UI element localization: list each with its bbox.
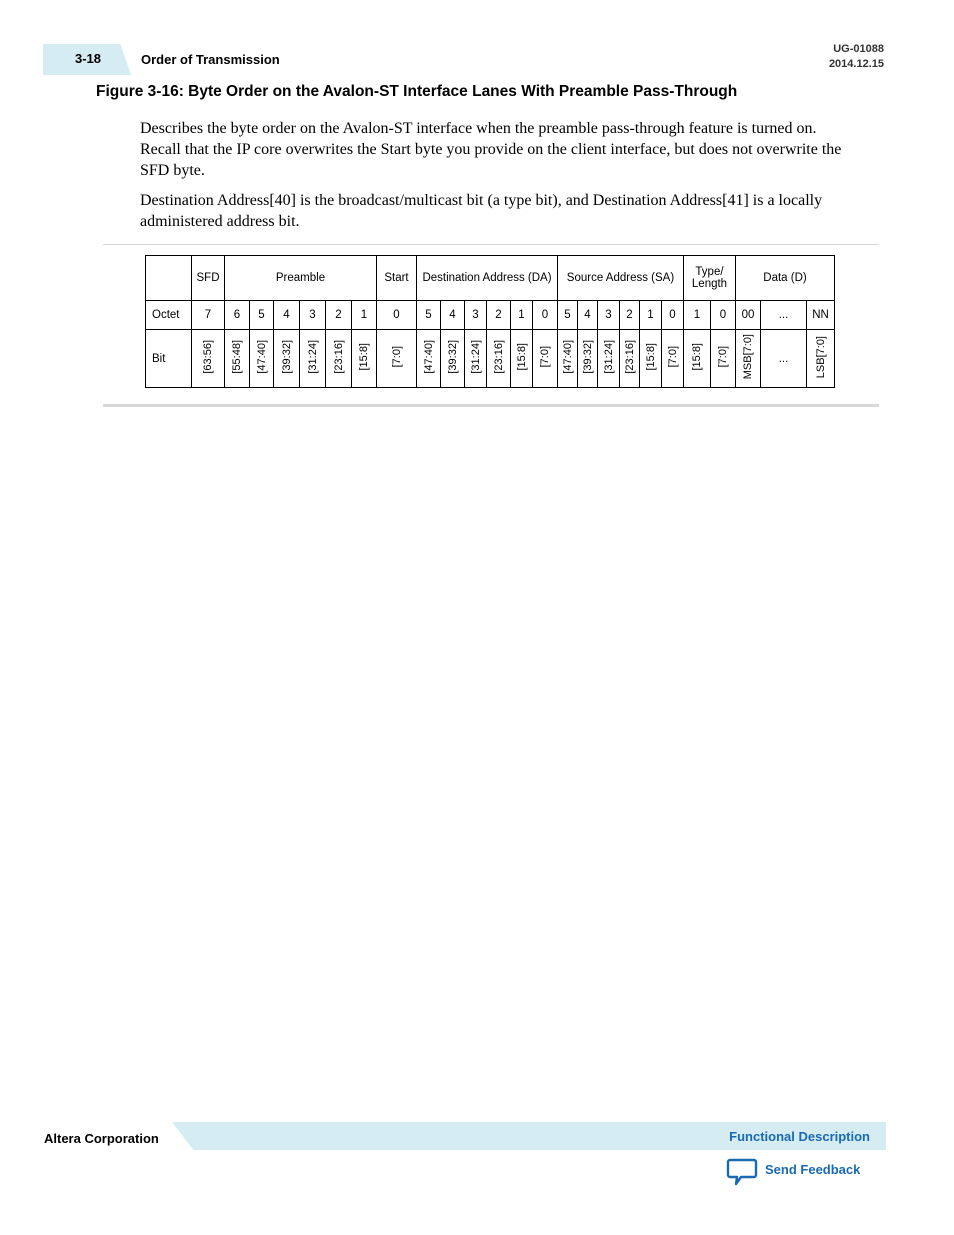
octet-cell: 2 <box>487 301 511 330</box>
bit-cell <box>326 330 352 388</box>
paragraph-description: Describes the byte order on the Avalon-ST interface when the preamble pass-through feature is turned on. Recall that the IP core overwrites the Start byte you provide on the client interface, but does not overwrite the SFD byte. <box>140 120 842 179</box>
footer-company: Altera Corporation <box>44 1131 159 1146</box>
octet-cell: 00 <box>736 301 761 330</box>
bit-cell <box>684 330 711 388</box>
bit-cell <box>533 330 558 388</box>
bit-cell <box>578 330 598 388</box>
bit-range-label: [23:16] <box>492 340 505 374</box>
bit-cell <box>377 330 417 388</box>
bit-range-label: [39:32] <box>581 340 594 374</box>
octet-cell: 2 <box>620 301 640 330</box>
bit-cell <box>711 330 736 388</box>
bit-range-label: [31:24] <box>602 340 615 374</box>
bit-cell <box>558 330 578 388</box>
bit-range-label: [63:56] <box>202 340 214 374</box>
bit-range-label: [7:0] <box>539 346 551 368</box>
bit-range-label: [7:0] <box>666 346 679 368</box>
octet-cell: 0 <box>662 301 684 330</box>
bit-cell <box>620 330 640 388</box>
table-group-header: Type/ Length <box>684 256 736 301</box>
bit-range-label: [23:16] <box>332 340 345 374</box>
table-group-header: Destination Address (DA) <box>417 256 558 301</box>
bit-range-label: [47:40] <box>561 340 574 374</box>
octet-cell: 5 <box>250 301 274 330</box>
octet-cell: 1 <box>640 301 662 330</box>
bit-range-label: [31:24] <box>469 340 482 374</box>
footer-chapter-link[interactable]: Functional Description <box>729 1129 870 1144</box>
table-group-header: Source Address (SA) <box>558 256 684 301</box>
section-title: Order of Transmission <box>141 52 280 67</box>
bit-range-label: [31:24] <box>306 340 319 374</box>
octet-cell: 5 <box>417 301 441 330</box>
octet-cell: ... <box>761 301 807 330</box>
table-group-header: Data (D) <box>736 256 835 301</box>
bit-cell <box>274 330 300 388</box>
bit-cell <box>640 330 662 388</box>
octet-cell: 4 <box>578 301 598 330</box>
bit-cell <box>352 330 377 388</box>
bit-range-label: [39:32] <box>280 340 293 374</box>
figure-title: Figure 3-16: Byte Order on the Avalon-ST Interface Lanes With Preamble Pass-Through <box>96 83 738 100</box>
bit-range-label: [15:8] <box>515 343 528 371</box>
figure-top-rule <box>103 244 879 245</box>
table-header-row <box>146 256 835 301</box>
document-id: UG-01088 <box>833 43 884 55</box>
bit-cell <box>807 330 835 388</box>
bit-cell <box>736 330 761 388</box>
octet-cell: 4 <box>274 301 300 330</box>
table-corner-cell <box>146 256 192 301</box>
octet-cell: 3 <box>300 301 326 330</box>
bit-cell <box>487 330 511 388</box>
bit-row-label: Bit <box>146 330 192 388</box>
bit-range-label: [15:8] <box>691 343 703 371</box>
octet-cell: 3 <box>465 301 487 330</box>
bit-range-label: [47:40] <box>255 340 268 374</box>
document-date: 2014.12.15 <box>828 58 884 70</box>
octet-cell: 0 <box>377 301 417 330</box>
bit-cell <box>417 330 441 388</box>
octet-cell: 1 <box>684 301 711 330</box>
feedback-icon[interactable] <box>726 1158 758 1186</box>
octet-cell: 2 <box>326 301 352 330</box>
bit-range-label: [15:8] <box>644 343 657 371</box>
bit-range-label: LSB[7:0] <box>814 335 827 379</box>
octet-cell: 1 <box>352 301 377 330</box>
bit-range-label: [23:16] <box>623 340 636 374</box>
bit-range-label: MSB[7:0] <box>742 334 754 380</box>
octet-cell: 7 <box>192 301 225 330</box>
table-bit-row <box>146 330 835 388</box>
bit-range-label: [15:8] <box>358 343 370 371</box>
bit-cell <box>250 330 274 388</box>
octet-cell: 4 <box>441 301 465 330</box>
octet-cell: 0 <box>533 301 558 330</box>
bit-cell <box>441 330 465 388</box>
bit-cell <box>465 330 487 388</box>
page-number: 3-18 <box>75 51 102 66</box>
octet-cell: 1 <box>511 301 533 330</box>
table-group-header: SFD <box>192 256 225 301</box>
bit-cell <box>511 330 533 388</box>
table-group-header: Start <box>377 256 417 301</box>
octet-cell: 5 <box>558 301 578 330</box>
bit-range-label: [7:0] <box>390 346 403 368</box>
table-group-header: Preamble <box>225 256 377 301</box>
bit-range-label: [47:40] <box>422 340 435 374</box>
octet-cell: 6 <box>225 301 250 330</box>
bit-cell <box>300 330 326 388</box>
bit-range-label: [39:32] <box>446 340 459 374</box>
send-feedback-link[interactable]: Send Feedback <box>765 1162 861 1177</box>
octet-cell: NN <box>807 301 835 330</box>
octet-cell: 3 <box>598 301 620 330</box>
byte-order-table <box>145 255 835 388</box>
bit-cell <box>662 330 684 388</box>
octet-cell: 0 <box>711 301 736 330</box>
bit-range-label: [55:48] <box>231 340 243 374</box>
octet-row-label: Octet <box>146 301 192 330</box>
bit-cell <box>598 330 620 388</box>
bit-cell <box>225 330 250 388</box>
table-octet-row <box>146 301 835 330</box>
figure-bottom-rule <box>103 404 879 407</box>
paragraph-address-bits: Destination Address[40] is the broadcast/multicast bit (a type bit), and Destination Address[41] is a locally administered address bit. <box>140 192 823 230</box>
bit-cell: ... <box>761 330 807 388</box>
bit-range-label: [7:0] <box>717 346 729 368</box>
bit-cell <box>192 330 225 388</box>
